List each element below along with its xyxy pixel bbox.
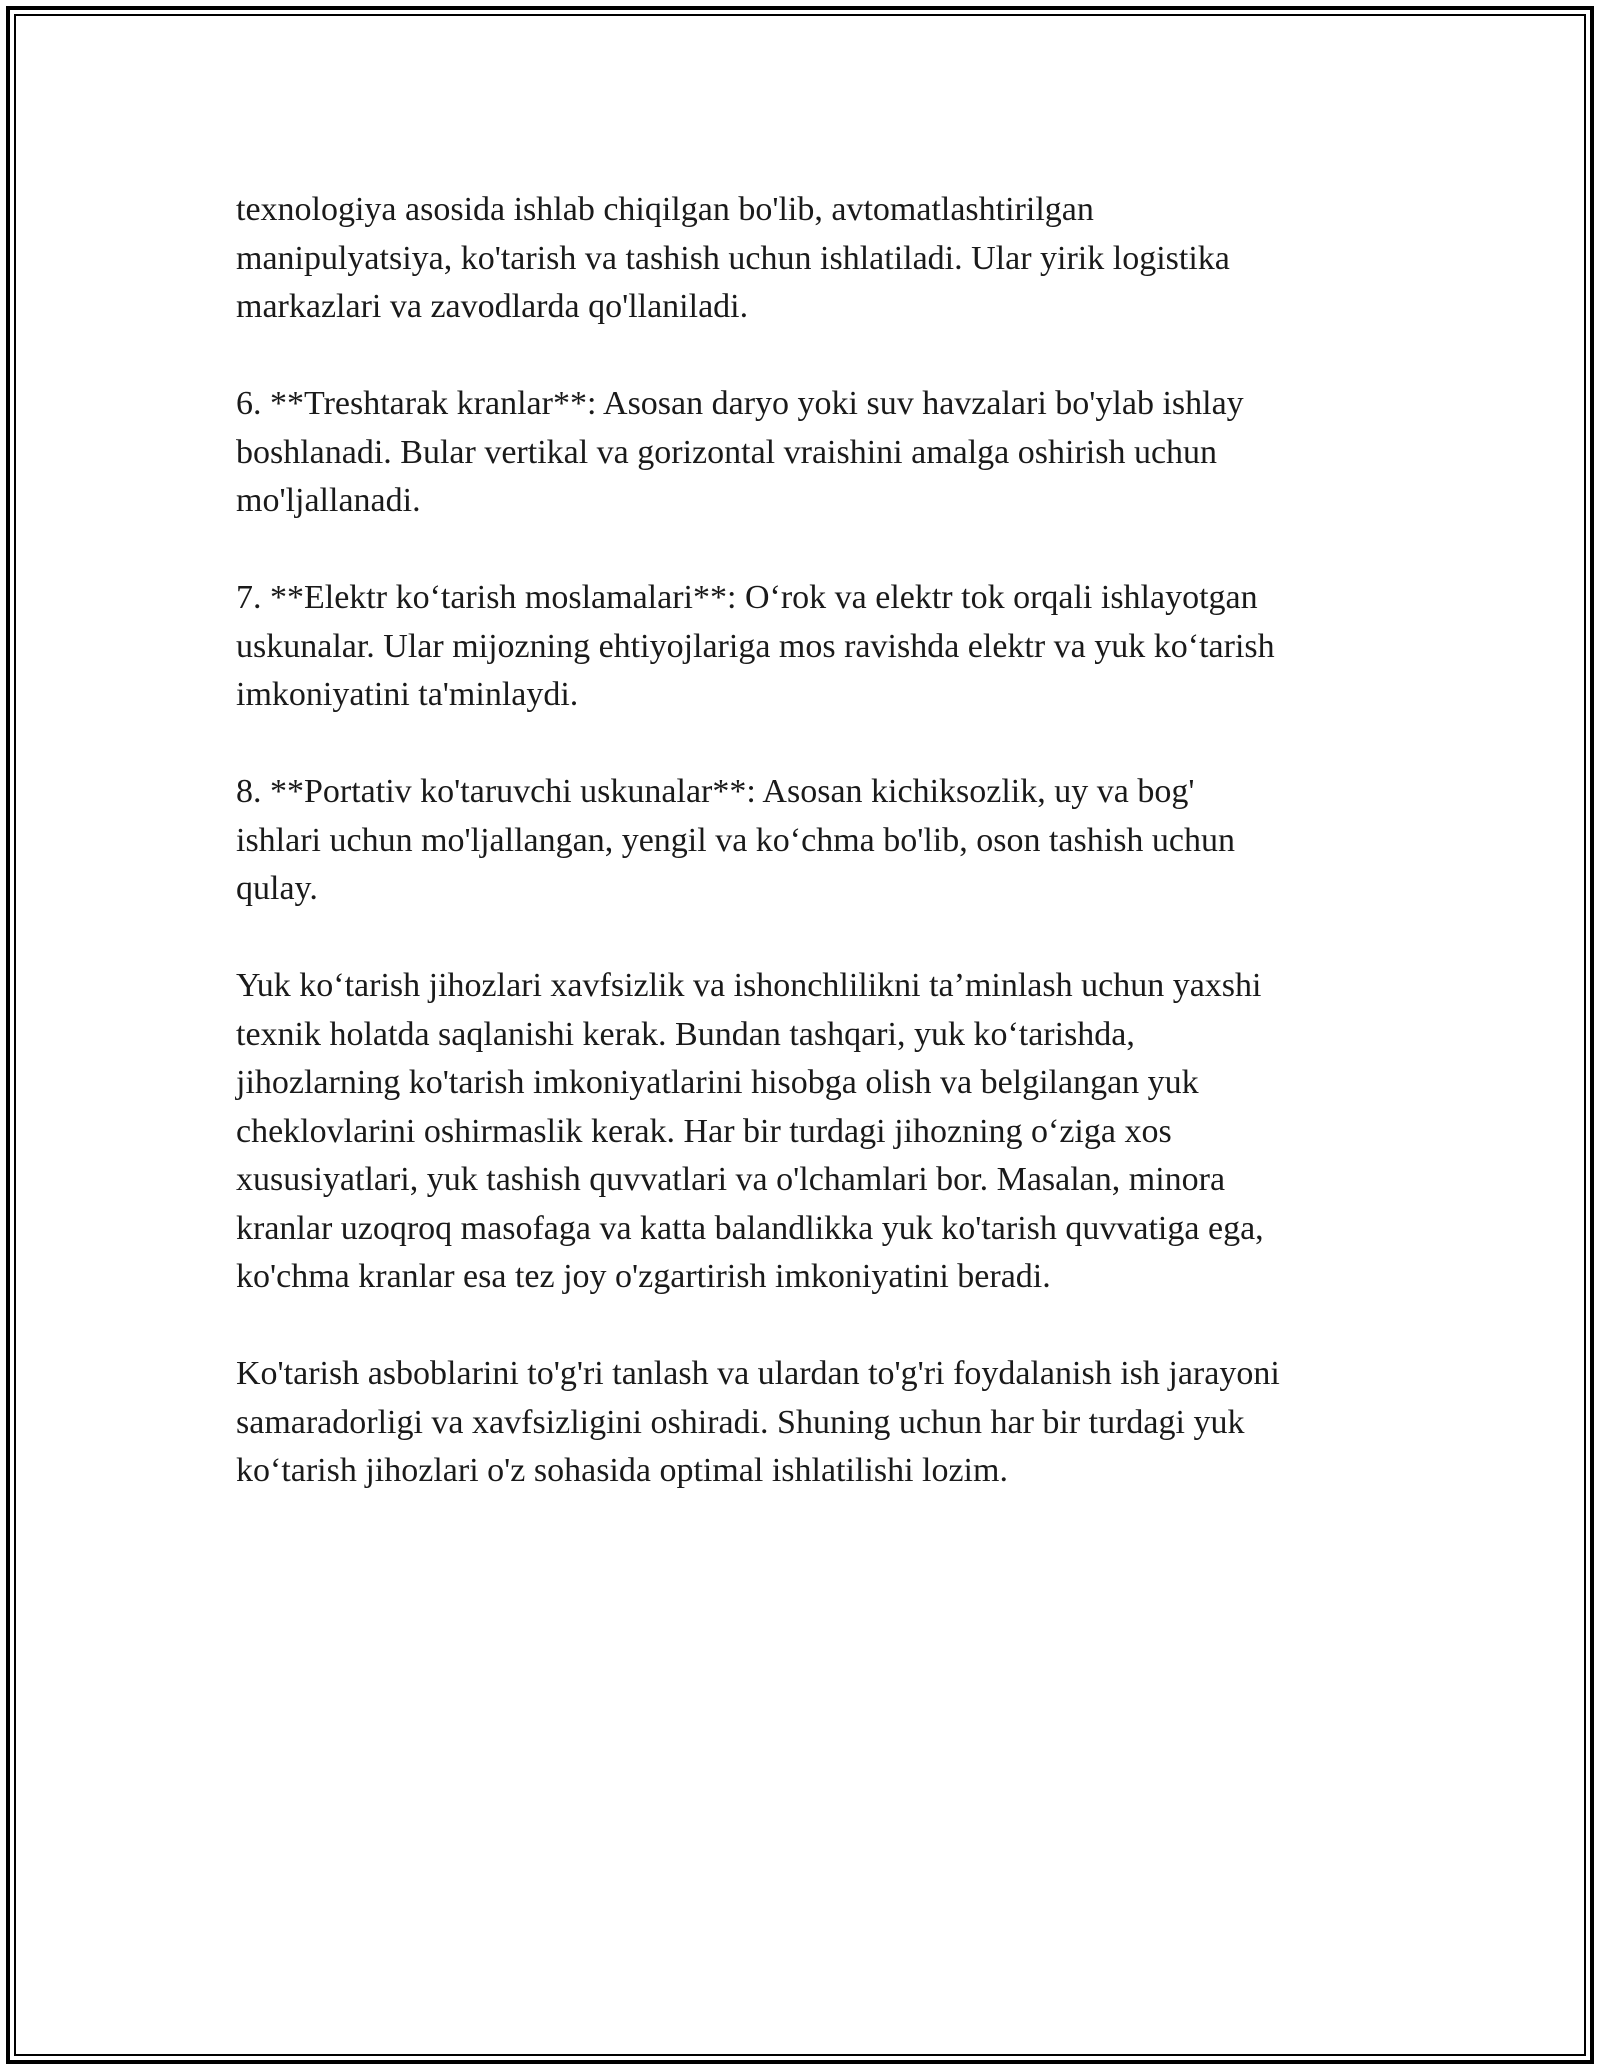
list-item-8: 8. **Portativ ko'taruvchi uskunalar**: Asosan kichiksozlik, uy va bog' ishlari uchun mo'ljallangan, yengil va ko‘chma bo'lib, oson tashish uchun qulay.: [236, 773, 1236, 907]
paragraph-intro-continuation: texnologiya asosida ishlab chiqilgan bo'lib, avtomatlashtirilgan manipulyatsiya, ko'tarish va tashish uchun ishlatiladi. Ular yirik logistika markazlari va zavodlarda qo'llaniladi.: [236, 191, 1230, 325]
paragraph-safety: Yuk ko‘tarish jihozlari xavfsizlik va ishonchlilikni ta’minlash uchun yaxshi texnik holatda saqlanishi kerak. Bundan tashqari, yuk ko‘tarishda, jihozlarning ko'tarish imkoniyatlarini hisobga olish va belgilangan yuk cheklovlarini oshirmaslik kerak. Har bir turdagi jihozning o‘ziga xos xususiyatlari, yuk tashish quvvatlari va o'lchamlari bor. Masalan, minora kranlar uzoqroq masofaga va katta balandlikka yuk ko'tarish quvvatiga ega, ko'chma kranlar esa tez joy o'zgartirish imkoniyatini beradi.: [236, 967, 1264, 1295]
list-item-6: 6. **Treshtarak kranlar**: Asosan daryo yoki suv havzalari bo'ylab ishlay boshlanadi. Bular vertikal va gorizontal vraishini amalga oshirish uchun mo'ljallanadi.: [236, 385, 1244, 519]
list-item-7: 7. **Elektr ko‘tarish moslamalari**: O‘rok va elektr tok orqali ishlayotgan uskunalar. Ular mijozning ehtiyojlariga mos ravishda elektr va yuk ko‘tarish imkoniyatini ta'minlaydi.: [236, 579, 1275, 713]
document-body: [236, 186, 1366, 1544]
paragraph-conclusion: Ko'tarish asboblarini to'g'ri tanlash va ulardan to'g'ri foydalanish ish jarayoni samaradorligi va xavfsizligini oshiradi. Shuning uchun har bir turdagi yuk ko‘tarish jihozlari o'z sohasida optimal ishlatilishi lozim.: [236, 1355, 1280, 1489]
